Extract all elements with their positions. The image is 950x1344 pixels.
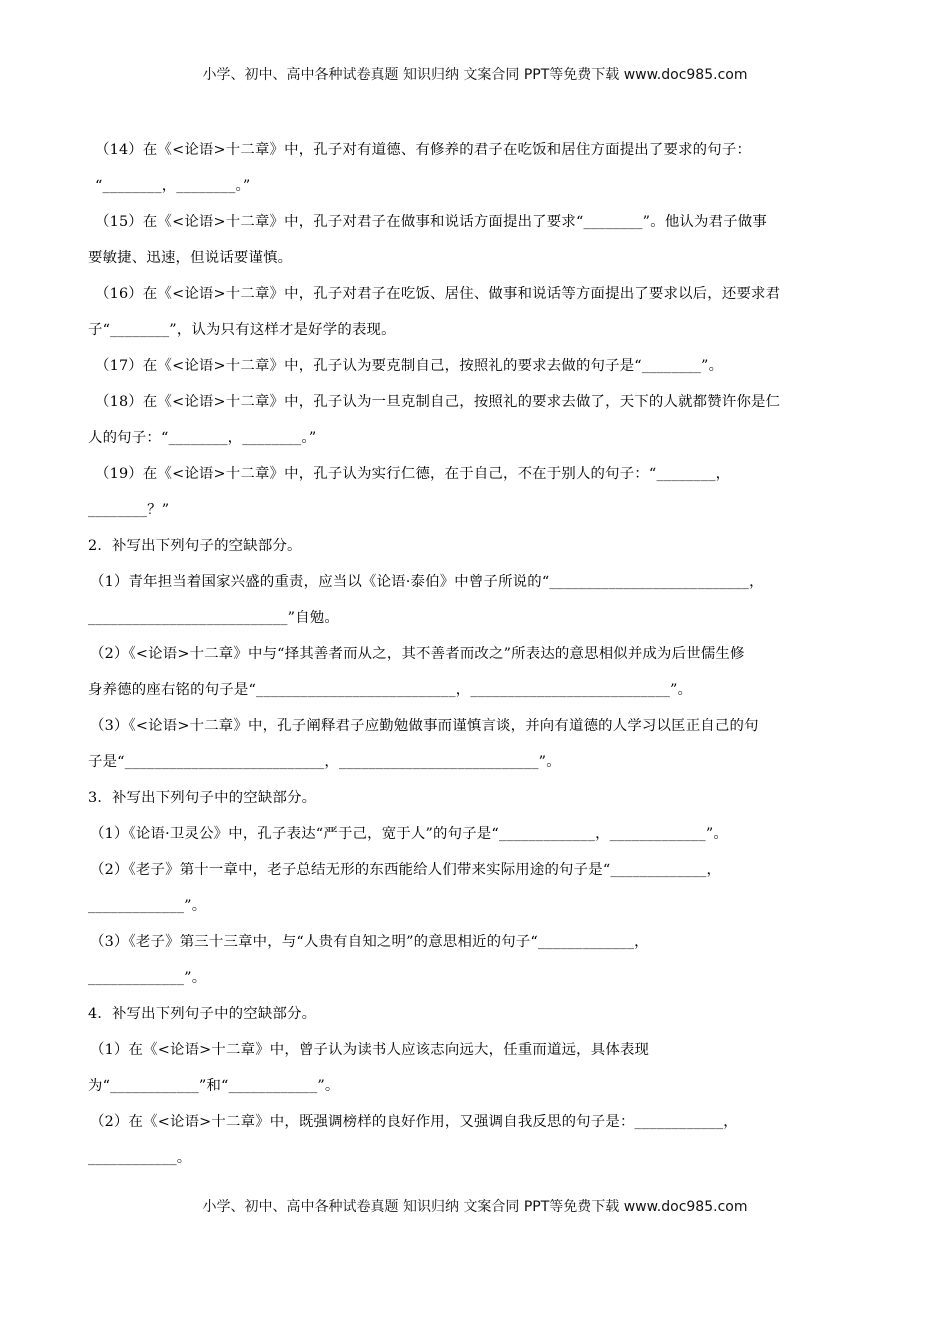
question-17-line: （17）在《<论语>十二章》中，孔子认为要克制自己，按照礼的要求去做的句子是“________”。 — [95, 358, 724, 374]
question-19-line-1: （19）在《<论语>十二章》中，孔子认为实行仁德，在于自己，不在于别人的句子：“________， — [95, 466, 731, 482]
page-footer: 小学、初中、高中各种试卷真题 知识归纳 文案合同 PPT等免费下载 www.doc985.com — [202, 1199, 748, 1215]
section-3-q3-line-1: （3）《老子》第三十三章中，与“人贵有自知之明”的意思相近的句子“_____________， — [90, 934, 649, 950]
question-15-line-2: 要敏捷、迅速，但说话要谨慎。 — [88, 250, 293, 266]
question-18-line-1: （18）在《<论语>十二章》中，孔子认为一旦克制自己，按照礼的要求去做了，天下的人就都赞许你是仁 — [95, 394, 781, 410]
section-4-heading: 4．补写出下列句子中的空缺部分。 — [88, 1006, 317, 1022]
question-16-line-2: 子“________”，认为只有这样才是好学的表现。 — [88, 322, 396, 338]
section-2-heading: 2．补写出下列句子的空缺部分。 — [88, 538, 302, 554]
section-2-q3-line-2: 子是“___________________________，___________________________”。 — [88, 754, 561, 770]
section-2-q2-line-1: （2）《<论语>十二章》中与“择其善者而从之，其不善者而改之”所表达的意思相似并成为后世儒生修 — [90, 646, 745, 662]
section-3-q2-line-2: _____________”。 — [88, 898, 207, 914]
section-4-q1-line-1: （1）在《<论语>十二章》中，曾子认为读书人应该志向远大，任重而道远，具体表现 — [90, 1042, 650, 1058]
question-14-line-2: “________，________。” — [95, 178, 251, 194]
section-3-q1-line: （1）《论语·卫灵公》中，孔子表达“严于己，宽于人”的句子是“_____________，_____________”。 — [90, 826, 728, 842]
question-16-line-1: （16）在《<论语>十二章》中，孔子对君子在吃饭、居住、做事和说话等方面提出了要求以后，还要求君 — [95, 286, 781, 302]
exercise-content — [88, 132, 862, 1176]
question-15-line-1: （15）在《<论语>十二章》中，孔子对君子在做事和说话方面提出了要求“________”。他认为君子做事 — [95, 214, 767, 230]
section-4-q2-line-1: （2）在《<论语>十二章》中，既强调榜样的良好作用，又强调自我反思的句子是：____________， — [90, 1114, 738, 1130]
question-14-line-1: （14）在《<论语>十二章》中，孔子对有道德、有修养的君子在吃饭和居住方面提出了要求的句子： — [95, 142, 752, 158]
section-4-q2-line-2: ____________。 — [88, 1150, 192, 1166]
question-18-line-2: 人的句子：“________，________。” — [88, 430, 317, 446]
section-2-q1-line-1: （1）青年担当着国家兴盛的重责，应当以《论语·泰伯》中曾子所说的“___________________________， — [90, 574, 764, 590]
section-3-q2-line-1: （2）《老子》第十一章中，老子总结无形的东西能给人们带来实际用途的句子是“_____________， — [90, 862, 722, 878]
question-19-line-2: ________？” — [88, 502, 170, 518]
section-2-q1-line-2: ___________________________”自勉。 — [88, 610, 340, 626]
section-4-q1-line-2: 为“____________”和“____________”。 — [88, 1078, 340, 1094]
section-3-q3-line-2: _____________”。 — [88, 970, 207, 986]
page-header: 小学、初中、高中各种试卷真题 知识归纳 文案合同 PPT等免费下载 www.doc985.com — [202, 67, 748, 83]
section-2-q3-line-1: （3）《<论语>十二章》中，孔子阐释君子应勤勉做事而谨慎言谈，并向有道德的人学习以匡正自己的句 — [90, 718, 759, 734]
section-2-q2-line-2: 身养德的座右铭的句子是“___________________________，___________________________”。 — [88, 682, 693, 698]
section-3-heading: 3．补写出下列句子中的空缺部分。 — [88, 790, 317, 806]
